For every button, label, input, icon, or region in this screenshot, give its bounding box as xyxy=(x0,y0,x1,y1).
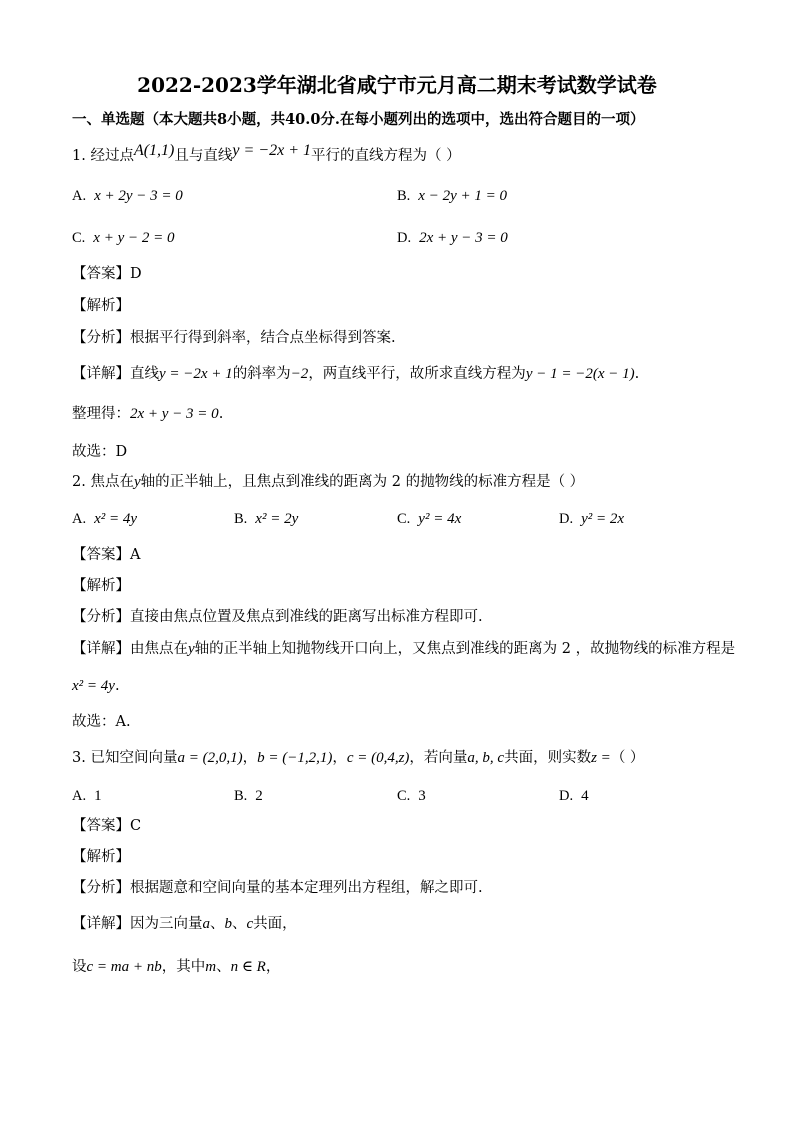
q2-option-d[interactable] xyxy=(559,509,624,529)
q1-option-d[interactable] xyxy=(397,228,508,248)
q3-set-text-2: ，其中 xyxy=(161,959,206,975)
option-letter: B. xyxy=(234,511,248,527)
q2-xiangjie-end: . xyxy=(114,678,120,694)
q1-xiangjie-end: . xyxy=(634,366,640,382)
q3-option-a[interactable] xyxy=(72,786,102,806)
q1-zhengli-equation: 2x + y − 3 = 0 xyxy=(130,406,219,422)
q1-zhengli xyxy=(72,404,223,424)
q2-xiangjie-equation: x² = 4y xyxy=(72,678,115,694)
q1-point: A(1,1) xyxy=(133,142,175,159)
option-letter: C. xyxy=(72,230,86,246)
option-text: 1 xyxy=(94,788,102,804)
q1-xiangjie-line: y = −2x + 1 xyxy=(159,366,233,382)
q2-stem-text: 2. 焦点在 xyxy=(72,474,134,490)
q3-xiangjie-b: b xyxy=(224,916,232,932)
q3-stem-text: 3. 已知空间向量 xyxy=(72,750,178,766)
section-heading: 一、单选题（本大题共8小题，共40.0分.在每小题列出的选项中，选出符合题目的一项） xyxy=(72,111,645,128)
q3-vector-c: c = (0,4,z) xyxy=(346,750,410,766)
option-text: x − 2y + 1 = 0 xyxy=(418,188,507,204)
q3-vector-b: b = (−1,2,1) xyxy=(257,750,333,766)
question-3-stem xyxy=(72,748,644,768)
option-text: 4 xyxy=(581,788,589,804)
option-text: 2x + y − 3 = 0 xyxy=(419,230,508,246)
q2-xiangjie-text: 【详解】由焦点在 xyxy=(72,641,188,657)
question-1-stem xyxy=(72,142,461,166)
q1-zhengli-text: 整理得： xyxy=(72,406,130,422)
q1-xiangjie xyxy=(72,364,639,384)
q1-analysis-label: 【解析】 xyxy=(72,298,130,314)
option-text: x + 2y − 3 = 0 xyxy=(94,188,183,204)
q2-option-c[interactable] xyxy=(397,509,461,529)
q3-set-m: m xyxy=(205,959,217,975)
option-text: y² = 4x xyxy=(418,511,462,527)
option-letter: D. xyxy=(559,788,574,804)
q2-option-a[interactable] xyxy=(72,509,137,529)
q3-stem-text-3: 共面，则实数 xyxy=(504,750,592,766)
q2-xiangjie xyxy=(72,639,735,659)
q2-xiangjie-cont xyxy=(72,676,120,696)
q3-vectors: a, b, c xyxy=(467,750,505,766)
option-text: 3 xyxy=(418,788,426,804)
q3-xiangjie-text: 【详解】因为三向量 xyxy=(72,916,203,932)
q2-fenxi: 【分析】直接由焦点位置及焦点到准线的距离写出标准方程即可. xyxy=(72,609,483,625)
q3-separator: ， xyxy=(242,750,258,766)
q1-guxuan: 故选：D xyxy=(72,444,128,460)
q3-xiangjie-a: a xyxy=(202,916,210,932)
q3-z: z = xyxy=(591,750,611,766)
q1-xiangjie-text-2: 的斜率为 xyxy=(232,366,291,382)
q2-xiangjie-axis: y xyxy=(188,641,195,657)
q3-option-b[interactable] xyxy=(234,786,263,806)
q2-guxuan: 故选：A. xyxy=(72,714,131,730)
q1-option-c[interactable] xyxy=(72,228,174,248)
q3-xiangjie xyxy=(72,914,297,934)
q1-stem-text-2: 且与直线 xyxy=(174,148,233,164)
q2-stem-text-2: 轴的正半轴上，且焦点到准线的距离为 2 的抛物线的标准方程是（ ） xyxy=(140,474,585,490)
question-2-stem xyxy=(72,472,584,492)
option-letter: A. xyxy=(72,788,87,804)
q3-stem-end: （ ） xyxy=(610,750,645,766)
q3-set-sep: 、 xyxy=(216,959,231,975)
q1-option-a[interactable] xyxy=(72,186,183,206)
option-text: x + y − 2 = 0 xyxy=(93,230,175,246)
q2-analysis-label: 【解析】 xyxy=(72,578,130,594)
option-letter: B. xyxy=(397,188,411,204)
q3-xiangjie-text-2: 共面， xyxy=(253,916,297,932)
option-letter: D. xyxy=(397,230,412,246)
q3-xiangjie-sep: 、 xyxy=(210,916,225,932)
q1-zhengli-end: . xyxy=(218,406,224,422)
q3-stem-text-2: ，若向量 xyxy=(409,750,468,766)
option-text: 2 xyxy=(255,788,263,804)
option-text: x² = 2y xyxy=(255,511,299,527)
q1-option-b[interactable] xyxy=(397,186,507,206)
q3-set-text: 设 xyxy=(72,959,87,975)
q2-xiangjie-text-2: 轴的正半轴上知抛物线开口向上，又焦点到准线的距离为 2 ，故抛物线的标准方程是 xyxy=(194,641,736,657)
q1-stem-text: 1. 经过点 xyxy=(72,148,134,164)
q1-line-equation: y = −2x + 1 xyxy=(232,142,311,159)
q1-answer: 【答案】D xyxy=(72,266,142,282)
q2-option-b[interactable] xyxy=(234,509,298,529)
q1-stem-text-3: 平行的直线方程为（ ） xyxy=(310,148,461,164)
q1-xiangjie-equation: y − 1 = −2(x − 1) xyxy=(525,366,635,382)
q1-xiangjie-text-3: ，两直线平行，故所求直线方程为 xyxy=(308,366,526,382)
q1-xiangjie-text: 【详解】直线 xyxy=(72,366,159,382)
q3-analysis-label: 【解析】 xyxy=(72,849,130,865)
q3-set-end: ， xyxy=(265,959,281,975)
option-letter: C. xyxy=(397,788,411,804)
q3-set-n: n ∈ R xyxy=(230,959,266,975)
q3-vector-a: a = (2,0,1) xyxy=(177,750,243,766)
q3-option-d[interactable] xyxy=(559,786,589,806)
option-letter: D. xyxy=(559,511,574,527)
q1-fenxi: 【分析】根据平行得到斜率，结合点坐标得到答案. xyxy=(72,330,396,346)
option-letter: A. xyxy=(72,188,87,204)
q3-answer: 【答案】C xyxy=(72,818,142,834)
option-text: y² = 2x xyxy=(581,511,625,527)
q3-separator: ， xyxy=(332,750,347,766)
q3-option-c[interactable] xyxy=(397,786,426,806)
q3-set xyxy=(72,957,280,977)
option-letter: A. xyxy=(72,511,87,527)
page-title: 2022-2023学年湖北省咸宁市元月高二期末考试数学试卷 xyxy=(137,73,657,97)
option-letter: C. xyxy=(397,511,411,527)
q3-xiangjie-c: c xyxy=(246,916,254,932)
option-letter: B. xyxy=(234,788,248,804)
q2-answer: 【答案】A xyxy=(72,547,141,563)
q1-xiangjie-slope: −2 xyxy=(290,366,309,382)
q3-fenxi: 【分析】根据题意和空间向量的基本定理列出方程组，解之即可. xyxy=(72,880,483,896)
q3-xiangjie-sep: 、 xyxy=(232,916,247,932)
q3-set-equation: c = ma + nb xyxy=(86,959,162,975)
option-text: x² = 4y xyxy=(94,511,138,527)
q2-axis: y xyxy=(133,474,141,490)
